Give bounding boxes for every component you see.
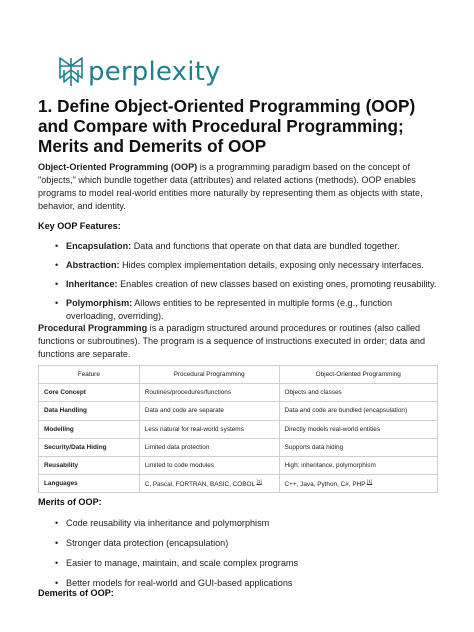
merits-list	[38, 517, 438, 597]
procedural-text: is a paradigm structured around procedures or routines (also called functions or subroutines). The program is a sequence of instructions executed in order; data and functions are separate.	[38, 323, 426, 359]
citation-link[interactable]: [1]	[256, 479, 262, 485]
feature-term: Encapsulation:	[66, 241, 132, 251]
table-cell: Modelling	[39, 420, 140, 438]
table-cell: Limited data protection	[139, 438, 279, 456]
procedural-paragraph	[38, 322, 438, 361]
table-header: Procedural Programming	[139, 366, 279, 384]
table-cell: Security/Data Hiding	[39, 438, 140, 456]
list-item	[38, 240, 438, 253]
table-cell: Less natural for real-world systems	[139, 420, 279, 438]
table-cell: Data and code are separate	[139, 402, 279, 420]
list-item: • Stronger data protection (encapsulation)	[38, 537, 438, 550]
table-header-row	[39, 366, 438, 384]
feature-text: Allows entities to be represented in multiple forms (e.g., function overloading, overriding).	[66, 298, 393, 321]
feature-term: Polymorphism:	[66, 298, 133, 308]
table-cell: Data Handling	[39, 402, 140, 420]
feature-text: Enables creation of new classes based on existing ones, promoting reusability.	[117, 279, 437, 289]
intro-text: is a programming paradigm based on the concept of "objects," which bundle together data (attributes) and related actions (methods). OOP enables programs to model real-world entities more naturally by representing them as objects with state, behavior, and identity.	[38, 162, 423, 211]
demerits-heading: Demerits of OOP:	[38, 588, 114, 598]
table-cell: Objects and classes	[279, 384, 437, 402]
cell-text: C++, Java, Python, C#, PHP	[284, 481, 366, 489]
feature-term: Abstraction:	[66, 260, 120, 270]
table-cell: Languages	[39, 475, 140, 493]
page-title: 1. Define Object-Oriented Programming (OOP) and Compare with Procedural Programming; Merits and Demerits of OOP	[38, 96, 416, 156]
table-header: Object-Oriented Programming	[279, 366, 437, 384]
table-cell: Limited to code modules	[139, 456, 279, 474]
feature-text: Hides complex implementation details, exposing only necessary interfaces.	[119, 260, 424, 270]
perplexity-logo-icon	[58, 56, 84, 88]
table-row	[39, 384, 438, 402]
list-item	[38, 297, 438, 323]
intro-term: Object-Oriented Programming (OOP)	[38, 162, 198, 172]
citation-link[interactable]: [1]	[367, 479, 373, 485]
list-item: • Easier to manage, maintain, and scale complex programs	[38, 557, 438, 570]
cell-text: C, Pascal, FORTRAN, BASIC, COBOL	[144, 481, 255, 489]
table-row	[39, 420, 438, 438]
table-cell: High: inheritance, polymorphism	[279, 456, 437, 474]
table-row	[39, 475, 438, 493]
key-features-list	[38, 240, 438, 329]
merits-heading: Merits of OOP:	[38, 497, 102, 507]
list-item	[38, 278, 438, 291]
table-cell: Directly models real-world entities	[279, 420, 437, 438]
table-cell	[139, 475, 279, 493]
list-item	[38, 259, 438, 272]
key-features-heading: Key OOP Features:	[38, 221, 121, 231]
table-cell: Data and code are bundled (encapsulation)	[279, 402, 437, 420]
table-row	[39, 438, 438, 456]
comparison-table	[38, 365, 438, 493]
feature-text: Data and functions that operate on that data are bundled together.	[131, 241, 400, 251]
brand-name: perplexity	[88, 57, 221, 87]
table-header: Feature	[39, 366, 140, 384]
table-row	[39, 456, 438, 474]
table-cell	[279, 475, 437, 493]
table-cell: Routines/procedures/functions	[139, 384, 279, 402]
table-cell: Core Concept	[39, 384, 140, 402]
list-item: • Better models for real-world and GUI-based applications	[38, 577, 438, 590]
table-row	[39, 402, 438, 420]
feature-term: Inheritance:	[66, 279, 118, 289]
perplexity-logo	[58, 56, 221, 88]
intro-paragraph	[38, 161, 438, 213]
list-item: • Code reusability via inheritance and polymorphism	[38, 517, 438, 530]
table-cell: Supports data hiding	[279, 438, 437, 456]
procedural-term: Procedural Programming	[38, 323, 148, 333]
table-cell: Reusability	[39, 456, 140, 474]
